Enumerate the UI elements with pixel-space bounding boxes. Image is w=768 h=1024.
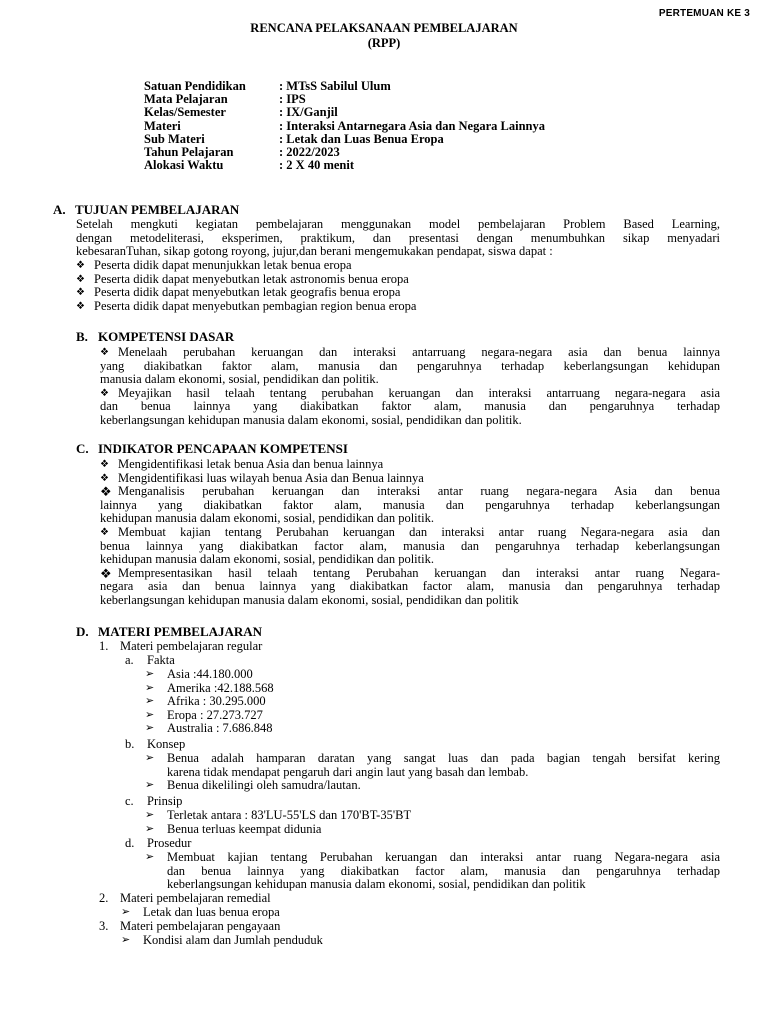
list-item [76,273,720,287]
item-line: Membuat kajian tentang Perubahan keruangan dan interaksi antar ruang Negara-negara asia [167,850,720,864]
list-item [145,695,274,709]
list-item [76,300,720,314]
item-line: kehidupan manusia dalam ekonomi, sosial, pendidikan dan politik. [100,552,434,567]
arrow-bullet-icon: ➢ [145,668,155,680]
info-value: : Letak dan Luas Benua Eropa [279,131,444,146]
item-line: Menganalisis perubahan keruangan dan interaksi antar ruang negara-negara Asia dan benua [118,484,720,499]
item-line: Mengidentifikasi luas wilayah benua Asia dan Benua lainnya [118,470,424,485]
arrow-bullet-icon: ➢ [145,752,155,764]
info-value: : Interaksi Antarnegara Asia dan Negara Lainnya [279,118,545,133]
info-label: Alokasi Waktu [144,158,224,173]
section-a-intro [76,218,720,259]
arrow-bullet-icon: ➢ [145,822,155,835]
materi-1 [99,640,262,654]
item-line: karena tidak mendapat pengaruh dari angin laut yang basah dan lembab. [167,764,529,779]
info-label: Tahun Pelajaran [144,144,234,159]
item-line: dan benua lainnya yang diakibatkan factor alam, manusia dan pengaruhnya terhadap [167,863,720,878]
list-item-text: Peserta didik dapat menyebutkan letak astronomis benua eropa [94,271,409,286]
materi-3 [99,920,280,934]
sub-label: Fakta [147,653,175,667]
list-item [100,458,720,472]
item-line: Meyajikan hasil telaah tentang perubahan keruangan dan interaksi antarruang negara-negara asia [118,385,720,400]
diamond-bullet-icon: ❖ [76,300,85,312]
list-item [145,851,720,892]
arrow-bullet-icon: ➢ [145,722,155,735]
info-label: Materi [144,118,181,133]
item-line: dan benua lainnya yang diakibatkan faktor alam, manusia dan pengaruhnya terhadap [100,399,720,414]
list-number: 1. [99,639,109,653]
info-label: Satuan Pendidikan [144,79,246,93]
sub-label: Prosedur [147,836,192,850]
info-value: : MTsS Sabilul Ulum [279,79,391,93]
item-line: keberlangsungan kehidupan manusia dalam ekonomi, sosial, pendidikan dan politik. [100,412,522,427]
prosedur-list [145,851,720,892]
list-item [145,779,720,793]
prosedur-heading [125,837,191,851]
item-line: Benua adalah hamparan daratan yang sangat luas dan pada bagian tengah bersifat kering [167,751,720,765]
item-line: lainnya yang diakibatkan faktor alam, manusia dan pengaruhnya terhadap keberlangsungan [100,497,720,512]
pengayaan-item [121,934,323,948]
document-subtitle: (RPP) [367,36,401,50]
intro-line: kebesaranTuhan, sikap gotong royong, jujur,dan berani mengemukakan pendapat, siswa dapat : [76,244,553,259]
list-item [100,567,720,608]
section-letter: B. [76,329,88,344]
list-item-text: Asia :44.180.000 [167,667,253,681]
info-table [144,80,545,172]
arrow-bullet-icon: ➢ [145,809,155,821]
section-letter: D. [76,624,89,639]
info-label: Mata Pelajaran [144,92,228,107]
list-item-text: Peserta didik dapat menunjukkan letak benua eropa [94,258,352,272]
item-line: Membuat kajian tentang Perubahan keruangan dan interaksi antar ruang Negara-negara asia dan [118,524,720,539]
list-item [100,346,720,387]
prinsip-list [145,809,411,836]
list-number: 3. [99,919,109,933]
diamond-bullet-icon: ❖ [100,459,109,470]
list-item [100,472,720,486]
diamond-bullet-icon: ❖ [100,526,109,538]
diamond-bullet-icon: ❖ [100,347,109,358]
item-line: benua lainnya yang diakibatkan factor alam, manusia dan pengaruhnya terhadap keberlangsungan [100,538,720,553]
diamond-bullet-icon: ❖ [100,484,112,500]
list-item-text: Australia : 7.686.848 [167,721,273,736]
list-item [145,682,274,696]
item-line: Mempresentasikan hasil telaah tentang Perubahan keruangan dan interaksi antar ruang Negara- [118,565,720,580]
arrow-bullet-icon: ➢ [145,681,155,694]
konsep-heading [125,738,185,752]
sub-label: Prinsip [147,794,183,808]
info-value: : IPS [279,92,306,107]
arrow-bullet-icon: ➢ [145,708,155,721]
section-title: KOMPETENSI DASAR [98,329,235,344]
list-item-text: Peserta didik dapat menyebutkan pembagian region benua eropa [94,298,417,313]
list-item-text: Eropa : 27.273.727 [167,707,263,722]
section-title: INDIKATOR PENCAPAAN KOMPETENSI [98,441,348,456]
list-number: 2. [99,891,109,905]
info-value: : 2022/2023 [279,144,340,159]
list-item [100,526,720,567]
section-a-list [76,259,720,313]
list-item [145,809,411,823]
diamond-bullet-icon: ❖ [76,260,85,271]
arrow-bullet-icon: ➢ [145,851,155,863]
item-line: keberlangsungan kehidupan manusia dalam ekonomi, sosial, pendidikan dan politik [167,877,586,892]
section-title: MATERI PEMBELAJARAN [98,624,263,639]
section-letter: C. [76,441,89,456]
fakta-heading [125,654,175,668]
list-item [100,387,720,428]
info-label: Kelas/Semester [144,105,226,120]
info-value: : 2 X 40 menit [279,158,354,173]
list-item-text: Materi pembelajaran remedial [120,891,271,905]
arrow-bullet-icon: ➢ [121,906,131,918]
diamond-bullet-icon: ❖ [76,273,85,285]
meeting-label: PERTEMUAN KE 3 [658,8,750,19]
list-item [76,259,720,273]
prinsip-heading [125,795,182,809]
arrow-bullet-icon: ➢ [145,779,155,792]
item-line: negara asia dan benua lainnya yang diakibatkan factor alam, manusia dan pengaruhnya terhadap [100,579,720,594]
list-item-text: Letak dan luas benua eropa [143,905,280,919]
list-item [100,485,720,526]
item-line: manusia dalam ekonomi, sosial, pendidikan dan politik. [100,372,379,387]
arrow-bullet-icon: ➢ [145,695,155,708]
list-item [145,722,274,736]
section-a-heading [53,203,239,217]
section-letter: A. [53,202,66,217]
section-c-list [100,458,720,608]
list-item-text: Materi pembelajaran regular [120,639,263,653]
konsep-list [145,752,720,793]
item-line: kehidupan manusia dalam ekonomi, sosial, pendidikan dan politik. [100,511,434,526]
intro-line: Setelah mengkuti kegiatan pembelajaran menggunakan model pembelajaran Problem Based Learning, [76,217,720,231]
sub-letter: a. [125,653,134,667]
list-item-text: Kondisi alam dan Jumlah penduduk [143,933,323,947]
item-line: keberlangsungan kehidupan manusia dalam ekonomi, sosial, pendidikan dan politik [100,592,519,607]
list-item-text: Benua dikelilingi oleh samudra/lautan. [167,778,361,793]
sub-letter: c. [125,794,134,808]
arrow-bullet-icon: ➢ [121,934,131,946]
section-b-heading [76,330,234,344]
list-item [145,752,720,779]
document-title: RENCANA PELAKSANAAN PEMBELAJARAN [250,21,518,35]
sub-letter: d. [125,836,135,850]
list-item [145,709,274,723]
diamond-bullet-icon: ❖ [100,387,109,399]
list-item-text: Amerika :42.188.568 [167,680,274,695]
list-item-text: Terletak antara : 83'LU-55'LS dan 170'BT-35'BT [167,808,412,822]
item-line: yang diakibatkan faktor alam, manusia dan pengaruhnya terhadap keberlangsungan kehidupan [100,358,720,373]
list-item-text: Benua terluas keempat didunia [167,821,322,836]
list-item-text: Afrika : 30.295.000 [167,694,266,709]
list-item-text: Peserta didik dapat menyebutkan letak geografis benua eropa [94,285,401,300]
materi-2 [99,892,271,906]
item-line: Mengidentifikasi letak benua Asia dan benua lainnya [118,457,384,471]
list-item [76,286,720,300]
list-item [145,668,274,682]
info-label: Sub Materi [144,131,205,146]
section-title: TUJUAN PEMBELAJARAN [75,202,240,217]
remedial-item [121,906,280,920]
diamond-bullet-icon: ❖ [100,565,112,581]
section-b-list [100,346,720,428]
section-c-heading [76,442,348,456]
list-item-text: Materi pembelajaran pengayaan [120,919,281,933]
section-d-heading [76,625,262,639]
item-line: Menelaah perubahan keruangan dan interaksi antarruang negara-negara asia dan benua lainnya [118,345,720,359]
sub-letter: b. [125,737,135,751]
diamond-bullet-icon: ❖ [76,287,85,299]
intro-line: dengan metodeliterasi, eksperimen, praktikum, dan presentasi dengan menumbuhkan sikap menyadari [76,230,720,245]
list-item [145,823,411,837]
fakta-list [145,668,274,736]
diamond-bullet-icon: ❖ [100,472,109,484]
info-value: : IX/Ganjil [279,105,338,120]
sub-label: Konsep [147,737,186,751]
